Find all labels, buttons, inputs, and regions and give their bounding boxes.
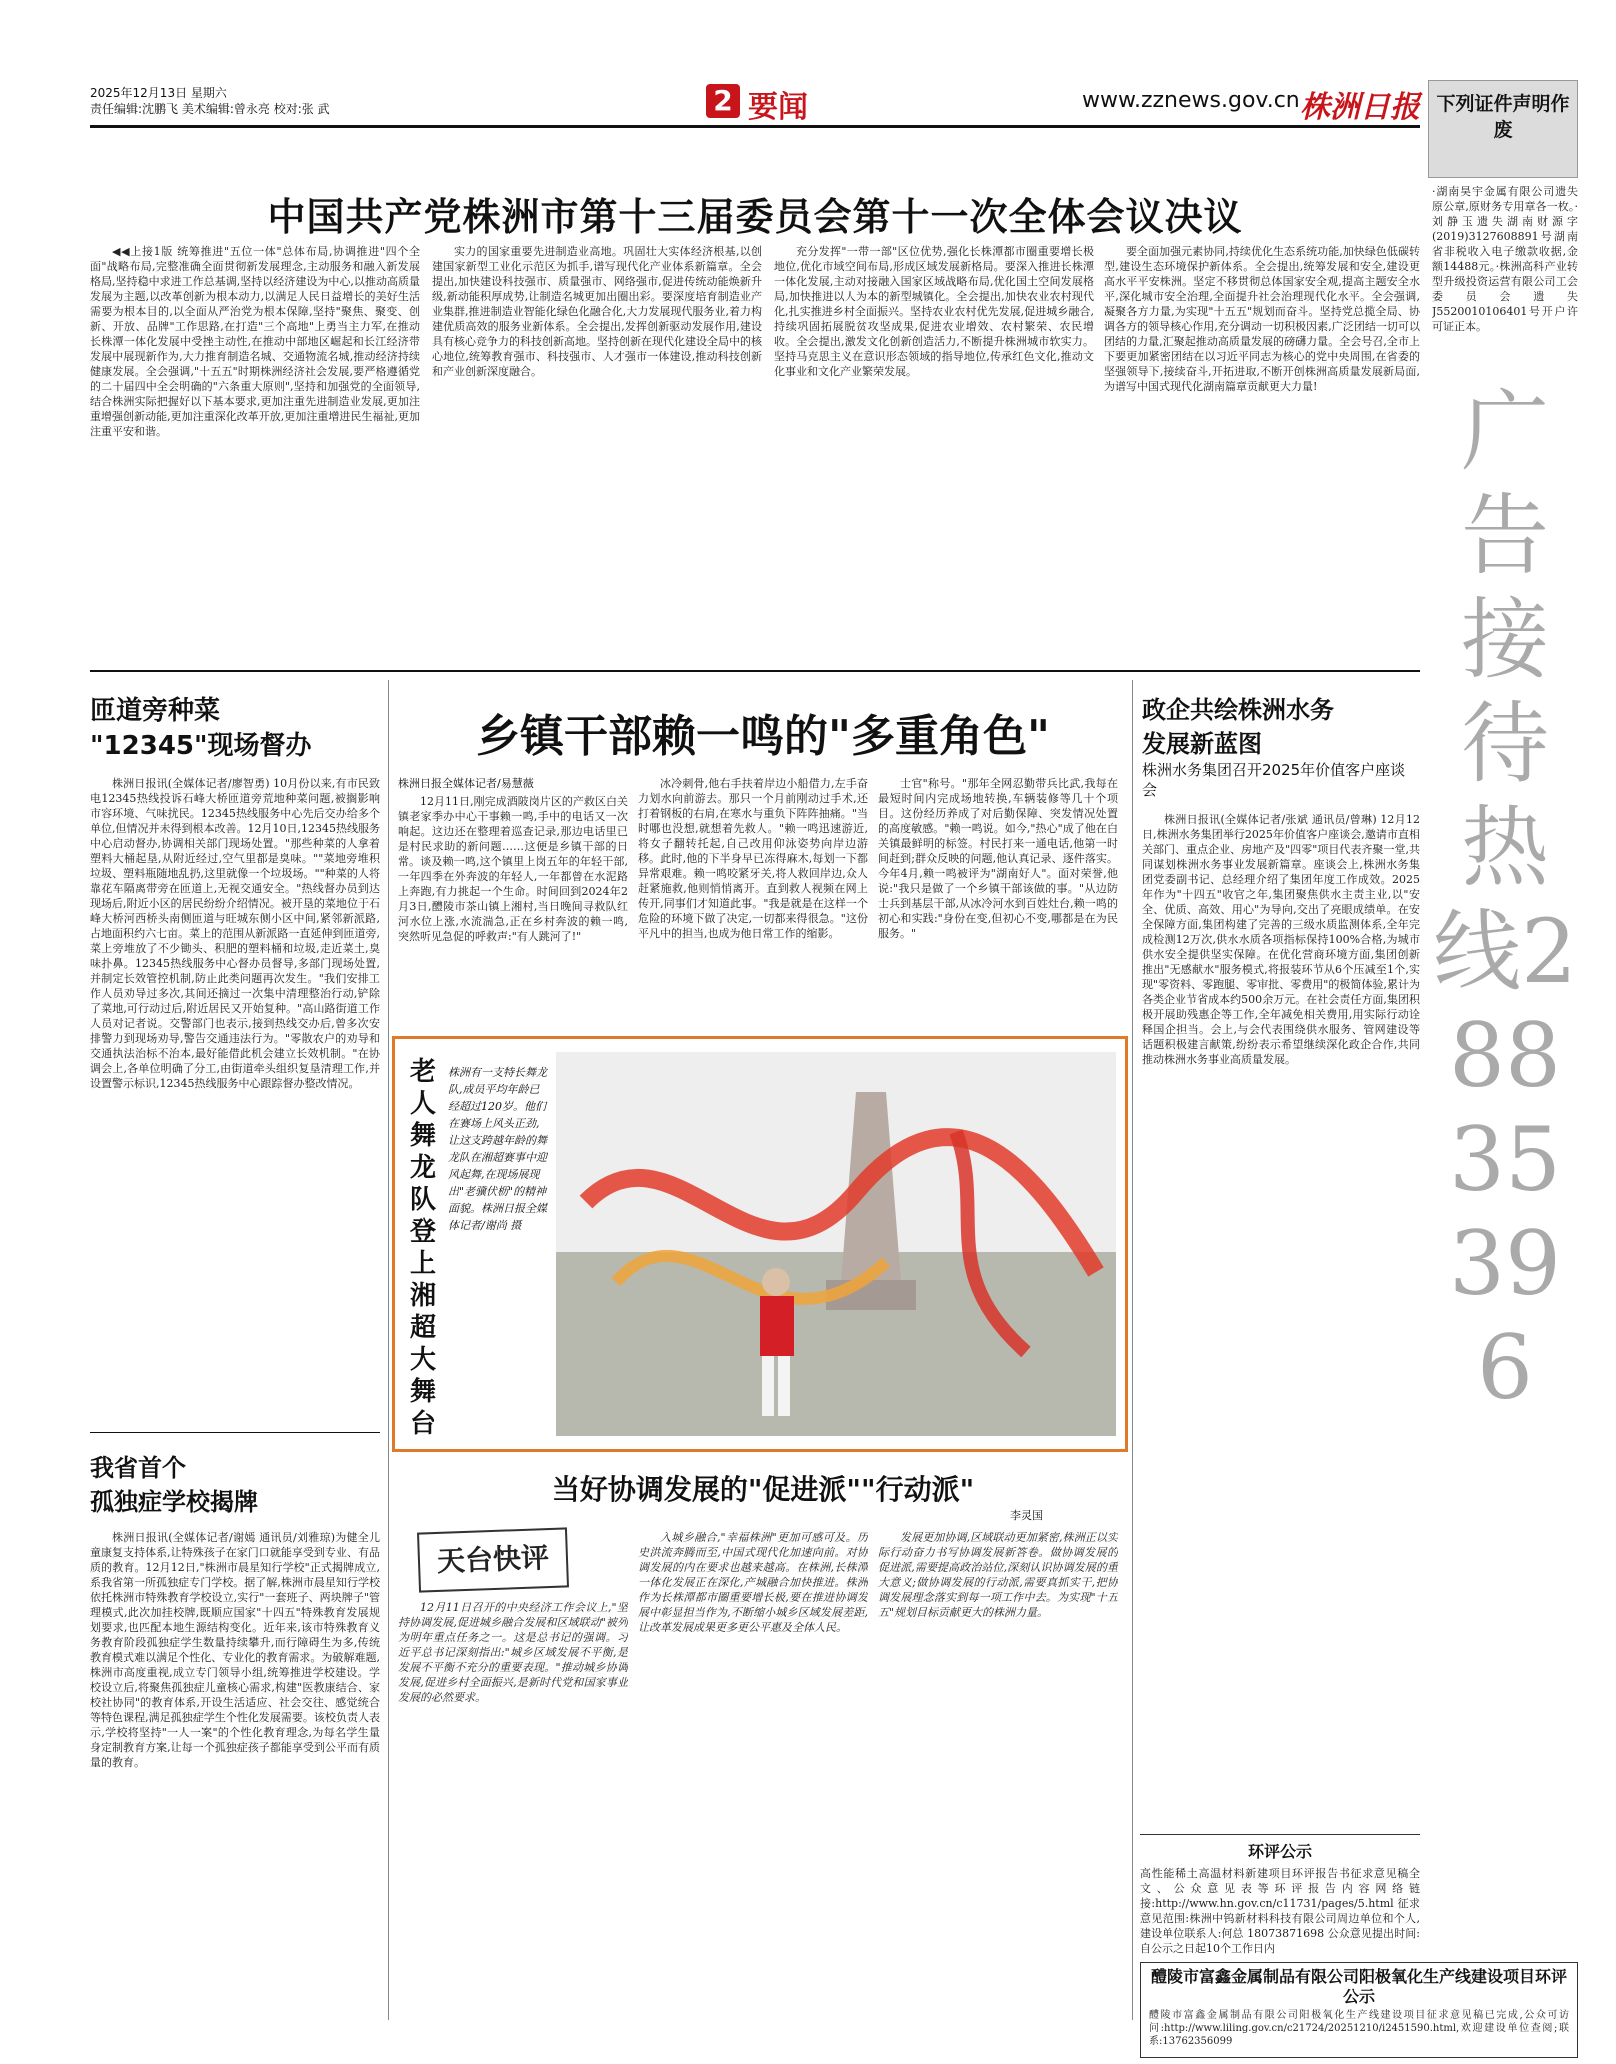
- col-divider-right: [1132, 680, 1133, 2020]
- lead-col-3: [774, 244, 1094, 662]
- notice-title: 下列证件声明作废: [1428, 80, 1578, 178]
- commentary-author: 李灵国: [1010, 1509, 1043, 1522]
- bottom-ad-box: [1140, 1962, 1578, 2058]
- commentary-col-2: [638, 1530, 868, 2030]
- lead-col-3-text: 充分发挥"一带一部"区位优势,强化长株潭都市圈重要增长极地位,优化市域空间布局,形成区域发展新格局。要深入推进长株潭一体化发展,主动对接融入国家区域战略布局,优化国土空间发展格局,加快推进以人为本的新型城镇化。全会提出,加快农业农村现代化,扎实推进乡村全面振兴。坚持农业农村优先发展,促进城乡融合,持续巩固拓展脱贫攻坚成果,促进农业增效、农村繁荣、农民增收。全会提出,激发文化创新创造活力,不断提升株洲城市软实力。坚持马克思主义在意识形态领域的指导地位,传承红色文化,推动文化事业和文化产业繁荣发展。: [774, 245, 1094, 378]
- notice-body: ·湖南昊宇金属有限公司遗失原公章,原财务专用章各一枚。·刘静玉遗失湖南财源字(2019)3127608891号湖南省非税收入电子缴款收据,金额14488元。·株洲高科产业转型升级投资运营有限公司工会委员会遗失J5520010106401号开户许可证正本。: [1432, 185, 1578, 333]
- photo-caption: 株洲有一支特长舞龙队,成员平均年龄已经超过120岁。他们在赛场上风头正劲,让这支跨越年龄的舞龙队在湘超赛事中迎风起舞,在现场展现出"老骥伏枥"的精神面貌。株洲日报全媒体记者/谢尚 摄: [448, 1066, 547, 1232]
- story-left2-title-1: 我省首个: [90, 1454, 186, 1482]
- commentary-col-1-text: 12月11日召开的中央经济工作会议上,"坚持协调发展,促进城乡融合发展和区域联动"被列为明年重点任务之一。这是总书记的强调。习近平总书记深刻指出:"城乡区域发展不平衡,是发展不平衡不充分的重要表现。"推动城乡协调发展,促进乡村全面振兴,是新时代党和国家事业发展的必然要求。: [398, 1601, 628, 1704]
- lead-col-1: [90, 244, 420, 662]
- story-right-subtitle: 株洲水务集团召开2025年价值客户座谈会: [1142, 761, 1406, 799]
- lead-col-4-text: 要全面加强元素协同,持续优化生态系统功能,加快绿色低碳转型,建设生态环境保护新体系。全会提出,统筹发展和安全,建设更高水平平安株洲。坚定不移贯彻总体国家安全观,提高主题安全水平,深化城市安全治理,全面提升社会治理现代化水平。全会强调,凝聚各方力量,为实现"十五五"规划而奋斗。坚持党总揽全局、协调各方的领导核心作用,充分调动一切积极因素,广泛团结一切可以团结的力量,汇聚起推动高质量发展的磅礴力量。全会号召,全市上下要更加紧密团结在以习近平同志为核心的党中央周围,在省委的坚强领导下,接续奋斗,开拓进取,不断开创株洲高质量发展新局面,为谱写中国式现代化湖南篇章贡献更大力量!: [1104, 245, 1420, 393]
- story-left2-text: 株洲日报讯(全媒体记者/谢嫣 通讯员/刘雅琼)为健全儿童康复支持体系,让特殊孩子在家门口就能享受到专业、有品质的教育。12月12日,"株洲市晨星知行学校"正式揭牌成立,系我省第一所孤独症专门学校。据了解,株洲市晨星知行学校依托株洲市特殊教育学校设立,实行"一套班子、两块牌子"管理模式,此次加挂校牌,既顺应国家"十四五"特殊教育发展规划要求,也匹配本地生源结构变化。近年来,该市特殊教育义务教育阶段孤独症学生数量持续攀升,而行障碍生为多,传统教育模式难以满足个性化、专业化的教育需求。为破解难题,株洲市高度重视,成立专门领导小组,统筹推进学校建设。学校设立后,将聚焦孤独症儿童核心需求,构建"医教康结合、家校社协同"的教育体系,开设生活适应、社会交往、感觉统合等特色课程,满足孤独症学生个性化发展需要。该校负责人表示,学校将坚持"一人一案"的个性化教育理念,为每名学生量身定制教育方案,让每一个孤独症孩子都能享受到公平而有质量的教育。: [90, 1531, 380, 1769]
- story-left1-text: 株洲日报讯(全媒体记者/廖智勇) 10月份以来,有市民致电12345热线投诉石峰大桥匝道旁荒地种菜问题,被搁影响市容环境、气味扰民。12345热线服务中心先后交办给多个单位,但情况并未得到根本改善。12月10日,12345热线服务中心启动督办,协调相关部门现场处置。"那些种菜的人拿着塑料大桶起垦,从附近经过,空气里都是臭味。""菜地旁堆积垃圾、塑料瓶随地乱扔,这里就像一个垃圾场。""种菜的人将靠花车隔离带旁在匝道上,无视交通安全。"热线督办员到达现场后,附近小区的居民纷纷介绍情况。被开垦的菜地位于石峰大桥河西桥头南侧匝道与旺城东侧小区中间,紧邻新派路,占地面积约六七亩。菜上的范围从新派路一直延伸到匝道旁,菜上旁堆放了不少锄头、积肥的塑料桶和垃圾,走近菜土,臭味扑鼻。12345热线服务中心督办员督导,多部门现场处置,并制定长效管控机制,防止此类问题再次发生。"我们安排工作人员劝导过多次,其间还摘过一次集中清理整治行动,铲除了菜地,可行动过后,附近居民又开始复种。"高山路街道工作人员对记者说。交警部门也表示,接到热线交办后,曾多次安排警力到现场劝导,警告交通违法行为。"零散农户的劝导和交通执法治标不治本,最好能借此机会建立长效机制。"在协调会上,各单位明确了分工,由街道牵头组织复垦清理工作,并设置警示标识,12345热线服务中心跟踪督办整改情况。: [90, 777, 380, 1090]
- ad-hotline-vertical: 广告接待热线28835396: [1433, 380, 1577, 1419]
- date-line: 2025年12月13日 星期六: [90, 86, 227, 100]
- story-right-title-1: 政企共绘株洲水务: [1142, 696, 1334, 724]
- feature-col-3-text: 士官"称号。"那年全网忍勤带兵比武,我每在最短时间内完成场地转换,车辆装修等几十个项目。这份经历养成了对后勤保障、突发情况处置的高度敏感。"赖一鸣说。如今,"热心"成了他在白关镇最鲜明的标签。村民打来一通电话,他第一时间赶到;群众反映的问题,他认真记录、逐件落实。今年4月,赖一鸣被评为"湖南好人"。面对荣誉,他说:"我只是做了一个乡镇干部该做的事。"从边防士兵到基层干部,从冰冷河水到百姓灶台,赖一鸣的初心和实践:"身份在变,但初心不变,哪都是在为民服务。": [878, 777, 1118, 940]
- env-notice-box: [1140, 1834, 1420, 1976]
- masthead-logo: 株洲日报: [1300, 90, 1420, 125]
- feature-col-2-text: 冰冷刺骨,他右手扶着岸边小船借力,左手奋力划水向前游去。那只一个月前刚动过手术,还打着钢板的右肩,在寒水与重负下阵阵抽痛。"当时哪也没想,就想着先救人。"赖一鸣迅速游近,将女子翻转托起,自己改用仰泳姿势向岸边游移。此时,他的下半身早已冻得麻木,每划一下都异常艰难。赖一鸣咬紧牙关,将人救回岸边,众人赶紧施救,他则悄悄离开。直到救人视频在网上传开,同事们才知道此事。"我是就是在这样一个危险的环境下做了决定,一切都来得很急。"这份平凡中的担当,也成为他日常工作的缩影。: [638, 777, 868, 940]
- lead-col-2: [432, 244, 762, 662]
- bottom-ad-title: 醴陵市富鑫金属制品有限公司阳极氧化生产线建设项目环评公示: [1150, 1967, 1567, 2006]
- page-number-badge: 2: [706, 84, 740, 118]
- story-left2-body: [90, 1530, 380, 2020]
- commentary-headline: 当好协调发展的"促进派""行动派": [551, 1473, 975, 1506]
- lead-col-4: [1104, 244, 1420, 662]
- lead-col-1-text: ◀◀上接1版 统筹推进"五位一体"总体布局,协调推进"四个全面"战略布局,完整准确全面贯彻新发展理念,主动服务和融入新发展格局,坚持稳中求进工作总基调,坚持以经济建设为中心,以推动高质量发展为主题,以改革创新为根本动力,以满足人民日益增长的美好生活需要为根本目的,以全面从严治党为根本保障,坚持"聚焦、聚变、创新、开放、品牌"工作思路,在打造"三个高地"上勇当主力军,在推动长株潭一体化发展中受挫主动性,在推动中部地区崛起和长江经济带发展中展现新作为,大力推育制造名城、交通物流名城,推动经济持续健康发展。全会强调,"十五五"时期株洲经济社会发展,要严格遵循党的二十届四中全会明确的"六条重大原则",坚持和加强党的全面领导,结合株洲实际把握好以下基本要求,更加注重先进制造业发展,更加注重增强创新动能,更加注重深化改革开放,更加注重增进民生福祉,更加注重平安和谐。: [90, 245, 420, 438]
- commentary-brand: 天台快评: [417, 1527, 569, 1592]
- header-rule: [90, 125, 1420, 128]
- feature-headline: 乡镇干部赖一鸣的"多重角色": [476, 711, 1050, 762]
- lead-bottom-rule: [90, 670, 1420, 672]
- photo-title: 老人舞龙队登上湘超大舞台: [410, 1057, 437, 1439]
- env-notice-title: 环评公示: [1247, 1842, 1312, 1861]
- feature-col-2: [638, 776, 868, 1030]
- commentary-col-3: [878, 1530, 1118, 2030]
- feature-col-1-text: 12月11日,刚完成酒陂岗片区的产救区白关镇老家季办中心干事赖一鸣,手中的电话又一次响起。这边还在整理着巡查记录,那边电话里已是村民求助的新问题……这便是乡镇干部的日常。谈及赖一鸣,这个镇里上岗五年的年轻干部,一年四季在外奔波的年轻人,一年都曾在水泥路上奔跑,有力挑起一个生命。时间回到2024年2月3日,醴陵市茶山镇上湘村,当日晚间寻救队红河水位上涨,水流湍急,正在乡村奔波的赖一鸣,突然听见急促的呼救声:"有人跳河了!": [398, 795, 628, 943]
- dragon-dance-illustration: [556, 1052, 1116, 1436]
- story-right-text: 株洲日报讯(全媒体记者/张斌 通讯员/曾琳) 12月12日,株洲水务集团举行2025年价值客户座谈会,邀请市直相关部门、重点企业、房地产及"四零"项目代表齐聚一堂,共同谋划株洲水务事业发展新篇章。座谈会上,株洲水务集团党委副书记、总经理介绍了集团年度工作成效。2025年作为"十四五"收官之年,集团聚焦供水主责主业,以"安全、优质、高效、用心"为导向,交出了亮眼成绩单。在安全保障方面,集团构建了完善的三级水质监测体系,全年完成检测12万次,供水水质各项指标保持100%合格,为城市供水安全提供坚实保障。在优化营商环境方面,集团创新推出"无感献水"服务模式,将报装环节从6个压减至1个,实现"零资料、零跑腿、零审批、零费用"的极简体验,累计为各类企业节省成本约500余万元。在社会责任方面,集团积极开展助残惠企等工作,全年减免相关费用,用实际行动诠释国企担当。会上,与会代表围绕供水服务、管网建设等话题积极建言献策,纷纷表示希望继续深化政企合作,共同推动株洲水务事业高质量发展。: [1142, 813, 1420, 1066]
- story-right-title-2: 发展新蓝图: [1142, 730, 1262, 758]
- dragon-dance-photo: [556, 1052, 1116, 1436]
- left-divider: [90, 1432, 380, 1433]
- section-title: 要闻: [748, 90, 808, 125]
- editor-credits: 责任编辑:沈鹏飞 美术编辑:曾永亮 校对:张 武: [90, 102, 330, 116]
- feature-byline: 株洲日报全媒体记者/易慧薇: [398, 777, 534, 790]
- story-left2-title-2: 孤独症学校揭牌: [90, 1488, 258, 1516]
- story-left1-body: [90, 776, 380, 1416]
- feature-col-1: [398, 794, 628, 1030]
- story-left1-title-2: "12345"现场督办: [90, 731, 312, 761]
- commentary-col-3-text: 发展更加协调,区域联动更加紧密,株洲正以实际行动奋力书写协调发展新答卷。做协调发展的促进派,需要提高政治站位,深刻认识协调发展的重大意义;做协调发展的行动派,需要真抓实干,把协调发展理念落实到每一项工作中去。为实现"十五五"规划目标贡献更大的株洲力量。: [878, 1531, 1118, 1619]
- website-url[interactable]: www.zznews.gov.cn: [1082, 88, 1300, 113]
- commentary-col-1: [398, 1600, 628, 2030]
- feature-col-3: [878, 776, 1118, 1030]
- col-divider-left: [388, 680, 389, 2020]
- bottom-ad-body: 醴陵市富鑫金属制品有限公司阳极氧化生产线建设项目征求意见稿已完成,公众可访问:http://www.liling.gov.cn/c21724/20251210/i2451590.html,欢迎建设单位查阅;联系:13762356099: [1149, 2010, 1569, 2047]
- story-left1-title-1: 匝道旁种菜: [90, 696, 221, 726]
- env-notice-body: 高性能稀土高温材料新建项目环评报告书征求意见稿全文、公众意见表等环评报告内容网络链接:http://www.hn.gov.cn/c11731/pages/5.html 征求意见范围:株洲中钨新材料科技有限公司周边单位和个人,建设单位联系人:何总 18073871698 公众意见提出时间:自公示之日起10个工作日内: [1140, 1867, 1420, 1955]
- lead-headline: 中国共产党株洲市第十三届委员会第十一次全体会议决议: [267, 195, 1243, 239]
- story-right-body: [1142, 812, 1420, 1822]
- commentary-col-2-text: 入城乡融合,"幸福株洲"更加可感可及。历史洪流奔腾而至,中国式现代化加速向前。对协调发展的内在要求也越来越高。在株洲,长株潭一体化发展正在深化,产城融合加快推进。株洲作为长株潭都市圈重要增长极,要在推进协调发展中彰显担当作为,不断缩小城乡区域发展差距,让改革发展成果更多更公平惠及全体人民。: [638, 1531, 868, 1634]
- lead-col-2-text: 实力的国家重要先进制造业高地。巩固壮大实体经济根基,以创建国家新型工业化示范区为抓手,谱写现代化产业体系新篇章。全会提出,加快建设科技强市、质量强市、网络强市,促进传统动能焕新升级,新动能积厚成势,让制造名城更加出圈出彩。要深度培育制造业产业集群,推进制造业智能化绿色化融合化,大力发展现代服务业,着力构建优质高效的服务业新体系。全会提出,发挥创新驱动发展作用,建设具有核心竞争力的科技创新高地。坚持创新在现代化建设全局中的核心地位,统筹教育强市、科技强市、人才强市一体建设,推动科技创新和产业创新深度融合。: [432, 245, 762, 378]
